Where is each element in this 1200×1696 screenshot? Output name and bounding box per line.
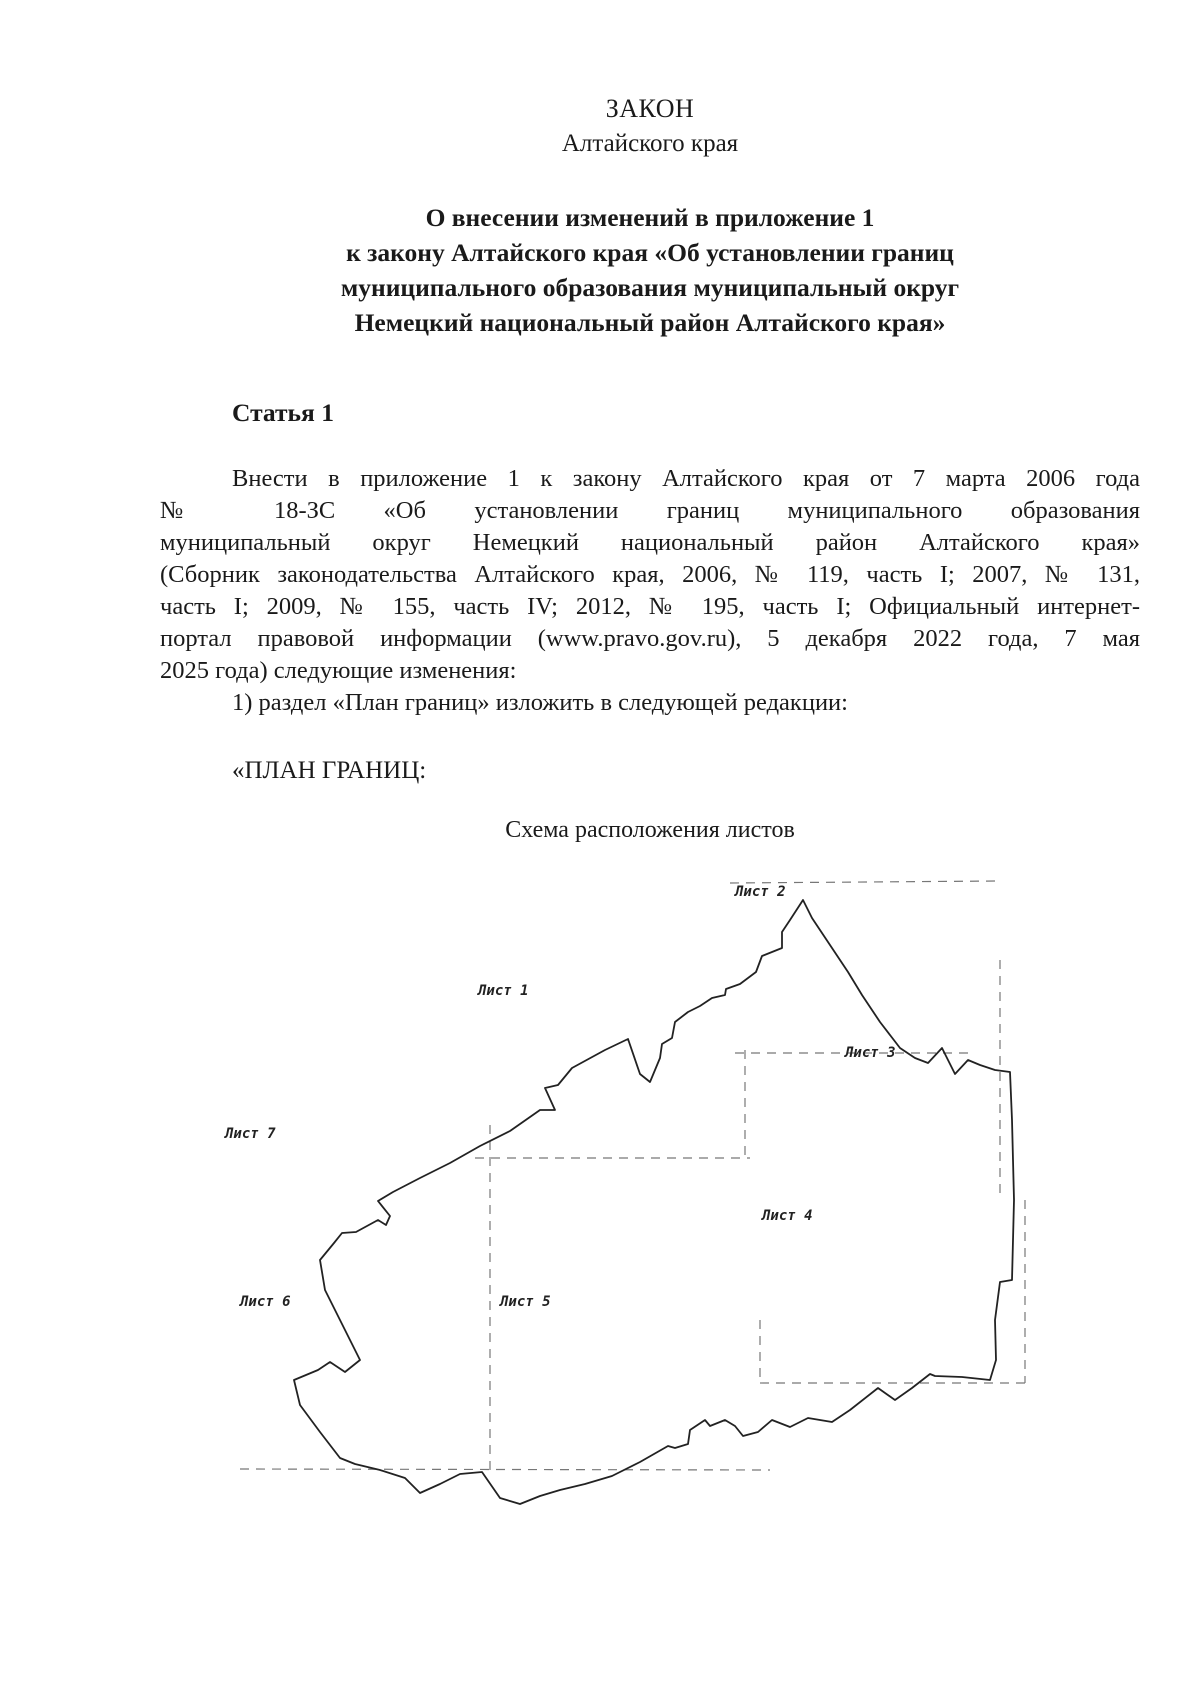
grid-line bbox=[240, 1469, 770, 1470]
sheet-labels bbox=[224, 884, 896, 1310]
plan-title: «ПЛАН ГРАНИЦ: bbox=[232, 757, 427, 784]
sheet-label-2: Лист 2 bbox=[735, 884, 786, 900]
law-title: ЗАКОН bbox=[605, 94, 695, 123]
sheet-label-1: Лист 1 bbox=[478, 983, 529, 999]
body-line: (Сборник законодательства Алтайского края, 2006, № 119, часть I; 2007, № 131, bbox=[160, 561, 1140, 588]
body-line: часть I; 2009, № 155, часть IV; 2012, № 195, часть I; Официальный интернет- bbox=[160, 593, 1140, 620]
article-title: Статья 1 bbox=[232, 398, 334, 427]
grid-line bbox=[730, 881, 1000, 883]
law-heading-line: Немецкий национальный район Алтайского края» bbox=[354, 308, 946, 337]
sheet-label-6: Лист 6 bbox=[240, 1294, 291, 1310]
scheme-caption: Схема расположения листов bbox=[505, 817, 795, 843]
sheet-label-4: Лист 4 bbox=[762, 1208, 813, 1224]
body-line: муниципальный округ Немецкий национальный район Алтайского края» bbox=[160, 529, 1140, 556]
law-subtitle: Алтайского края bbox=[561, 130, 739, 157]
sheet-label-7: Лист 7 bbox=[225, 1126, 276, 1142]
sheet-label-3: Лист 3 bbox=[845, 1045, 896, 1061]
sheet-label-5: Лист 5 bbox=[500, 1294, 551, 1310]
law-heading-line: муниципального образования муниципальный округ bbox=[340, 273, 960, 302]
amendment-item: 1) раздел «План границ» изложить в следующей редакции: bbox=[232, 689, 848, 716]
body-line: № 18-ЗС «Об установлении границ муниципального образования bbox=[160, 497, 1140, 524]
sheet-grid bbox=[240, 881, 1030, 1475]
law-heading-line: О внесении изменений в приложение 1 bbox=[425, 203, 875, 232]
boundary-outline bbox=[294, 900, 1014, 1504]
body-line: 2025 года) следующие изменения: bbox=[160, 657, 517, 684]
body-line: портал правовой информации (www.pravo.gov.ru), 5 декабря 2022 года, 7 мая bbox=[160, 625, 1140, 652]
law-heading-line: к закону Алтайского края «Об установлении границ bbox=[346, 238, 954, 267]
body-line: Внести в приложение 1 к закону Алтайского края от 7 марта 2006 года bbox=[232, 465, 1140, 492]
